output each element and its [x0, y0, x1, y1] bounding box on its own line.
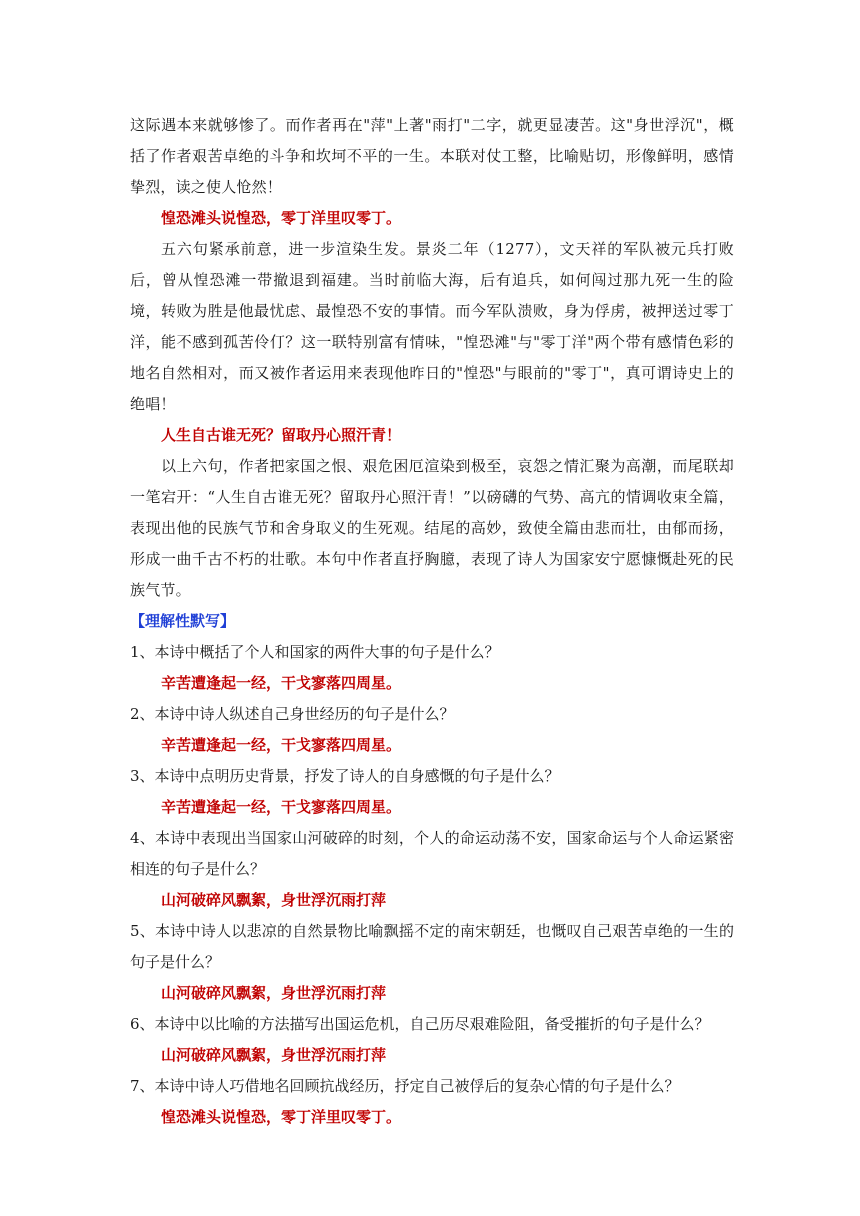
poem-line-highlight-2: 人生自古谁无死？留取丹心照汗青！ [161, 426, 402, 444]
question-text: 1、本诗中概括了个人和国家的两件大事的句子是什么？ [130, 643, 500, 661]
question-text: 4、本诗中表现出当国家山河破碎的时刻，个人的命运动荡不安，国家命运与个人命运紧密相连的句子是什么？ [130, 829, 734, 878]
poem-line-highlight-1: 惶恐滩头说惶恐，零丁洋里叹零丁。 [161, 209, 402, 227]
question-text: 5、本诗中诗人以悲凉的自然景物比喻飘摇不定的南宋朝廷，也慨叹自己艰苦卓绝的一生的句子是什么？ [130, 922, 734, 971]
question-text: 2、本诗中诗人纵述自己身世经历的句子是什么？ [130, 705, 455, 723]
paragraph-commentary-2: 五六句紧承前意，进一步渲染生发。景炎二年（1277），文天祥的军队被元兵打败后，曾从惶恐滩一带撤退到福建。当时前临大海，后有追兵，如何闯过那九死一生的险境，转败为胜是他最忧虑、最惶恐不安的事情。而今军队溃败，身为俘虏，被押送过零丁洋，能不感到孤苦伶仃？这一联特别富有情味，"惶恐滩"与"零丁洋"两个带有感情色彩的地名自然相对，而又被作者运用来表现他昨日的"惶恐"与眼前的"零丁"，真可谓诗史上的绝唱！ [130, 240, 734, 413]
paragraph-commentary-3: 以上六句，作者把家国之恨、艰危困厄渲染到极至，哀怨之情汇聚为高潮，而尾联却一笔宕开：“人生自古谁无死？留取丹心照汗青！”以磅礴的气势、高亢的情调收束全篇，表现出他的民族气节和舍身取义的生死观。结尾的高妙，致使全篇由悲而壮，由郁而扬，形成一曲千古不朽的壮歌。本句中作者直抒胸臆，表现了诗人为国家安宁愿慷慨赴死的民族气节。 [130, 457, 734, 599]
answer-text: 山河破碎风飘絮，身世浮沉雨打萍 [161, 1046, 387, 1064]
question-text: 3、本诗中点明历史背景，抒发了诗人的自身感慨的句子是什么？ [130, 767, 560, 785]
answer-text: 辛苦遭逢起一经，干戈寥落四周星。 [161, 674, 402, 692]
paragraph-commentary-1: 这际遇本来就够惨了。而作者再在"萍"上著"雨打"二字，就更显凄苦。这"身世浮沉"，概括了作者艰苦卓绝的斗争和坎坷不平的一生。本联对仗工整，比喻贴切，形像鲜明，感情挚烈，读之使人怆然！ [130, 116, 734, 196]
answer-text: 惶恐滩头说惶恐，零丁洋里叹零丁。 [161, 1108, 402, 1126]
answer-text: 山河破碎风飘絮，身世浮沉雨打萍 [161, 891, 387, 909]
question-text: 7、本诗中诗人巧借地名回顾抗战经历，抒定自己被俘后的复杂心情的句子是什么？ [130, 1077, 680, 1095]
section-heading: 【理解性默写】 [130, 612, 236, 630]
answer-text: 辛苦遭逢起一经，干戈寥落四周星。 [161, 798, 402, 816]
answer-text: 辛苦遭逢起一经，干戈寥落四周星。 [161, 736, 402, 754]
question-list [130, 637, 734, 1133]
document-page [130, 110, 734, 1133]
answer-text: 山河破碎风飘絮，身世浮沉雨打萍 [161, 984, 387, 1002]
question-text: 6、本诗中以比喻的方法描写出国运危机，自己历尽艰难险阻，备受摧折的句子是什么？ [130, 1015, 710, 1033]
